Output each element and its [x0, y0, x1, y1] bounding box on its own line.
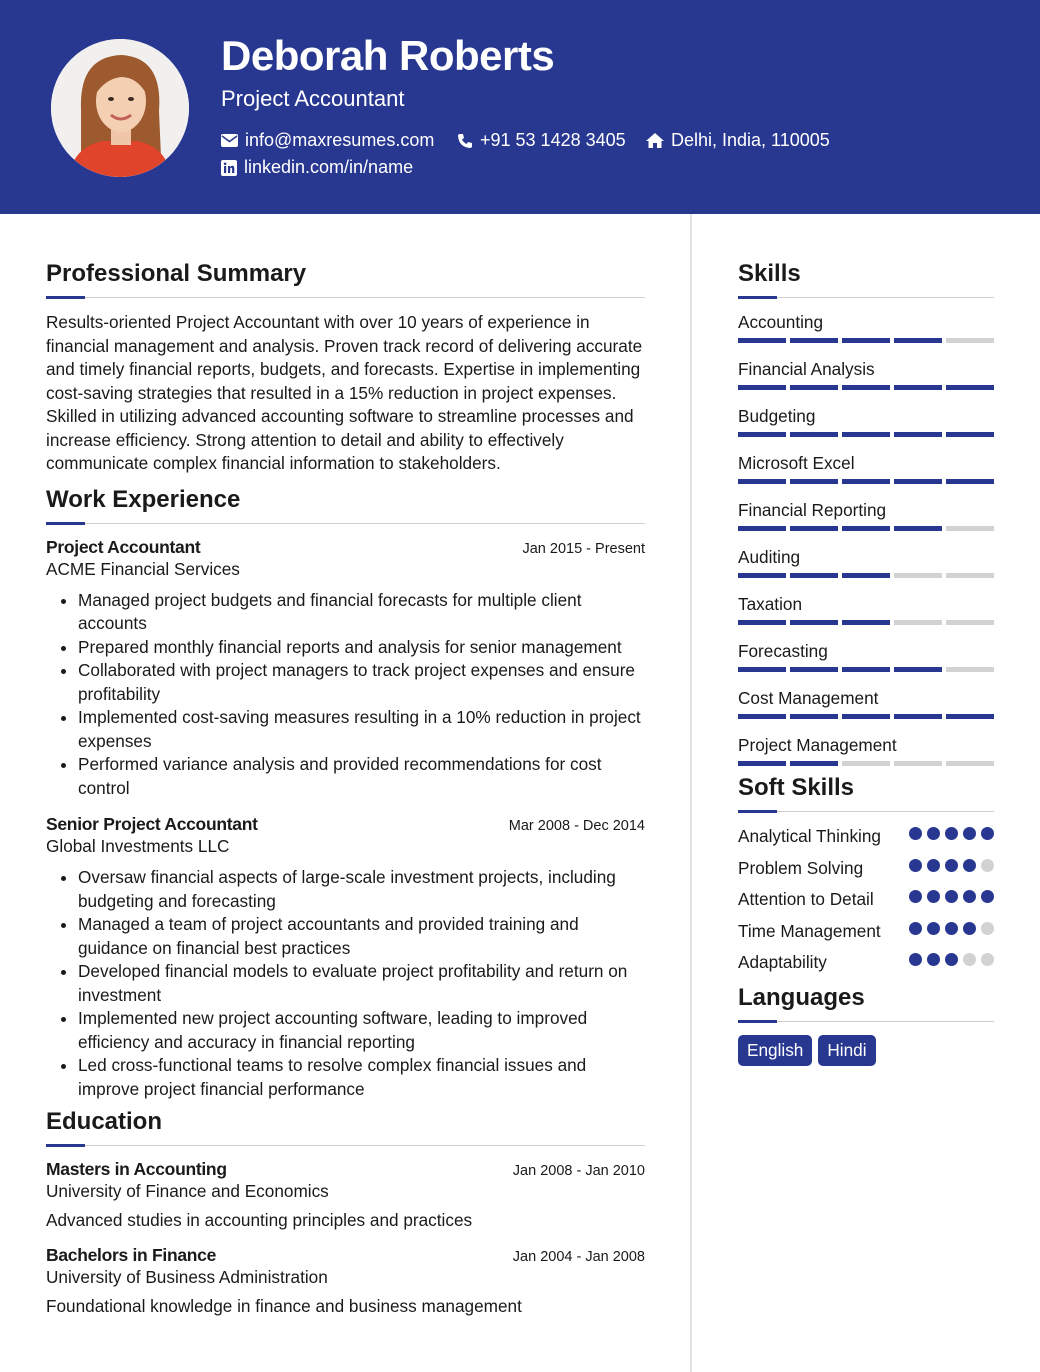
job-bullet: • Managed project budgets and financial forecasts for multiple client accounts [78, 589, 645, 636]
experience-section [46, 485, 645, 1102]
language-tag: Hindi [818, 1035, 875, 1066]
summary-section [46, 259, 645, 476]
skill-rating-bar [738, 573, 994, 578]
rating-segment [842, 479, 890, 484]
resume-header [0, 0, 1040, 214]
skill-name: Project Management [738, 735, 897, 755]
rating-dot [981, 827, 994, 840]
rating-segment [894, 761, 942, 766]
section-rule [738, 296, 994, 299]
section-title: Skills [738, 260, 801, 287]
section-title: Languages [738, 983, 865, 1011]
skill-name: Financial Analysis [738, 359, 875, 379]
rating-segment [738, 432, 786, 437]
phone-icon [457, 133, 473, 149]
job-dates: Jan 2015 - Present [522, 540, 645, 557]
phone-text: +91 53 1428 3405 [480, 130, 626, 150]
rating-segment [842, 432, 890, 437]
rating-segment [790, 620, 838, 625]
rating-dot [945, 827, 958, 840]
rating-segment [790, 526, 838, 531]
rating-segment [946, 667, 994, 672]
skills-list [738, 311, 994, 766]
rating-segment [738, 479, 786, 484]
job-company: Global Investments LLC [46, 836, 230, 856]
skill-name: Budgeting [738, 406, 816, 426]
soft-skill-name: Adaptability [738, 952, 827, 972]
rating-segment [946, 338, 994, 343]
skill-name: Financial Reporting [738, 500, 887, 520]
job-entry [46, 814, 645, 1101]
job-bullet: • Led cross-functional teams to resolve complex financial issues and improve project financial performance [78, 1054, 645, 1101]
section-rule [46, 296, 645, 299]
section-title: Work Experience [46, 485, 241, 513]
rating-segment [842, 714, 890, 719]
rating-segment [790, 479, 838, 484]
rating-segment [842, 338, 890, 343]
rating-segment [842, 526, 890, 531]
rating-segment [738, 338, 786, 343]
linkedin-icon [221, 160, 237, 176]
rating-segment [946, 714, 994, 719]
rating-segment [790, 714, 838, 719]
address-text: Delhi, India, 110005 [671, 130, 830, 150]
skill-rating-bar [738, 667, 994, 672]
rating-segment [946, 526, 994, 531]
skill-rating-bar [738, 479, 994, 484]
sidebar-column [738, 259, 994, 1066]
skill-rating-bar [738, 761, 994, 766]
education-dates: Jan 2004 - Jan 2008 [512, 1249, 645, 1265]
soft-skill-rating [904, 857, 994, 872]
skill-name: Cost Management [738, 688, 879, 708]
rating-segment [842, 761, 890, 766]
rating-segment [842, 667, 890, 672]
soft-skill-rating [904, 920, 994, 935]
soft-skill-name: Attention to Detail [738, 889, 874, 909]
email-text: info@maxresumes.com [245, 130, 435, 150]
job-role: Project Accountant [46, 536, 201, 557]
job-bullet: • Implemented cost-saving measures resulting in a 10% reduction in project expenses [78, 706, 645, 753]
rating-dot [927, 953, 940, 966]
rating-segment [790, 432, 838, 437]
candidate-title: Project Accountant [221, 86, 405, 111]
skill-name: Auditing [738, 547, 801, 567]
rating-dot [963, 827, 976, 840]
rating-dot [963, 922, 976, 935]
rating-dot [981, 953, 994, 966]
rating-dot [927, 922, 940, 935]
job-entry [46, 537, 645, 801]
rating-dot [981, 922, 994, 935]
rating-dot [927, 859, 940, 872]
rating-segment [946, 479, 994, 484]
skill-rating-bar [738, 714, 994, 719]
job-bullet: • Implemented new project accounting software, leading to improved efficiency and accuracy in financial reporting [78, 1007, 645, 1054]
skill-name: Forecasting [738, 641, 828, 661]
job-bullet: • Managed a team of project accountants and provided training and guidance on financial best practices [78, 913, 645, 960]
soft-skill-row [738, 825, 994, 849]
degree-name: Bachelors in Finance [46, 1245, 217, 1265]
rating-segment [946, 620, 994, 625]
job-bullet: • Developed financial models to evaluate project profitability and return on investment [78, 960, 645, 1007]
skill-rating-bar [738, 338, 994, 343]
job-company: ACME Financial Services [46, 558, 240, 579]
rating-segment [894, 338, 942, 343]
rating-dot [963, 953, 976, 966]
section-rule [46, 522, 645, 525]
rating-segment [790, 338, 838, 343]
soft-skills-list [738, 825, 994, 975]
rating-segment [842, 573, 890, 578]
section-title: Professional Summary [46, 260, 307, 287]
soft-skill-row [738, 951, 994, 975]
soft-skill-row [738, 920, 994, 944]
main-column [46, 259, 645, 1317]
home-icon [646, 133, 664, 148]
job-bullet: • Collaborated with project managers to track project expenses and ensure profitability [78, 659, 645, 706]
education-entry [46, 1159, 645, 1231]
job-role: Senior Project Accountant [46, 814, 258, 834]
language-tags [738, 1035, 994, 1066]
contact-linkedin[interactable] [221, 157, 413, 178]
rating-dot [927, 827, 940, 840]
job-bullet: • Oversaw financial aspects of large-scale investment projects, including budgeting and forecasting [78, 866, 645, 913]
skill-rating-bar [738, 432, 994, 437]
rating-segment [894, 479, 942, 484]
rating-segment [842, 620, 890, 625]
education-section [46, 1107, 645, 1317]
rating-dot [909, 827, 922, 840]
section-rule [738, 1020, 994, 1023]
rating-segment [738, 761, 786, 766]
rating-dot [981, 890, 994, 903]
rating-dot [945, 922, 958, 935]
rating-segment [842, 385, 890, 390]
soft-skill-name: Time Management [738, 920, 881, 941]
rating-segment [738, 526, 786, 531]
rating-segment [738, 573, 786, 578]
soft-skills-section [738, 773, 994, 975]
rating-dot [909, 953, 922, 966]
rating-segment [738, 714, 786, 719]
rating-segment [894, 573, 942, 578]
profile-photo [51, 39, 189, 177]
rating-segment [790, 667, 838, 672]
job-dates: Mar 2008 - Dec 2014 [508, 818, 645, 834]
rating-segment [946, 761, 994, 766]
linkedin-text: linkedin.com/in/name [244, 157, 414, 177]
education-description: Advanced studies in accounting principles and practices [46, 1210, 473, 1230]
rating-segment [894, 385, 942, 390]
rating-segment [790, 761, 838, 766]
job-bullet: • Performed variance analysis and provided recommendations for cost control [78, 753, 645, 800]
soft-skill-row [738, 888, 994, 912]
skill-rating-bar [738, 620, 994, 625]
rating-segment [738, 667, 786, 672]
section-title: Education [46, 1108, 163, 1135]
rating-dot [927, 890, 940, 903]
rating-segment [894, 432, 942, 437]
language-tag: English [738, 1035, 812, 1066]
rating-dot [909, 922, 922, 935]
rating-dot [981, 859, 994, 872]
skill-name: Taxation [738, 594, 803, 614]
section-rule [46, 1144, 645, 1147]
school-name: University of Finance and Economics [46, 1181, 329, 1201]
column-divider [690, 214, 692, 1372]
soft-skill-name: Problem Solving [738, 857, 864, 878]
contact-email[interactable] [221, 130, 434, 151]
school-name: University of Business Administration [46, 1267, 328, 1287]
languages-section [738, 983, 994, 1066]
education-dates: Jan 2008 - Jan 2010 [512, 1163, 645, 1179]
rating-segment [946, 385, 994, 390]
skill-name: Microsoft Excel [738, 453, 855, 473]
skill-rating-bar [738, 526, 994, 531]
rating-segment [894, 526, 942, 531]
soft-skill-row [738, 857, 994, 881]
section-title: Soft Skills [738, 774, 855, 801]
education-entry [46, 1245, 645, 1317]
job-bullets [46, 866, 645, 1101]
soft-skill-name: Analytical Thinking [738, 826, 881, 846]
envelope-icon [221, 134, 238, 147]
rating-segment [894, 714, 942, 719]
soft-skill-rating [904, 888, 994, 903]
rating-dot [945, 859, 958, 872]
rating-dot [945, 890, 958, 903]
portrait-image [51, 39, 189, 177]
education-description: Foundational knowledge in finance and business management [46, 1296, 522, 1316]
soft-skill-rating [904, 825, 994, 840]
skill-name: Accounting [738, 312, 824, 332]
rating-segment [894, 667, 942, 672]
summary-text: Results-oriented Project Accountant with over 10 years of experience in financial management and analysis. Proven track record of delivering accurate and timely financial reports, budgets, and forecasts. Expertise in implementing cost-saving strategies that resulted in a 15% reduction in project expenses. Skilled in utilizing advanced accounting software to streamline processes and increase efficiency. Strong attention to detail and ability to effectively communicate complex financial information to stakeholders. [46, 312, 643, 473]
section-rule [738, 810, 994, 813]
rating-segment [738, 385, 786, 390]
rating-dot [945, 953, 958, 966]
job-bullets [46, 589, 645, 801]
rating-segment [946, 432, 994, 437]
skills-section [738, 259, 994, 766]
rating-segment [946, 573, 994, 578]
candidate-name: Deborah Roberts [221, 32, 555, 79]
rating-dot [963, 859, 976, 872]
rating-segment [790, 573, 838, 578]
job-bullet: • Prepared monthly financial reports and analysis for senior management [78, 636, 645, 660]
skill-rating-bar [738, 385, 994, 390]
degree-name: Masters in Accounting [46, 1159, 227, 1179]
rating-dot [963, 890, 976, 903]
rating-dot [909, 890, 922, 903]
soft-skill-rating [904, 951, 994, 966]
rating-segment [738, 620, 786, 625]
contact-address [646, 130, 830, 151]
rating-segment [790, 385, 838, 390]
rating-segment [894, 620, 942, 625]
contact-phone[interactable] [457, 130, 626, 151]
rating-dot [909, 859, 922, 872]
